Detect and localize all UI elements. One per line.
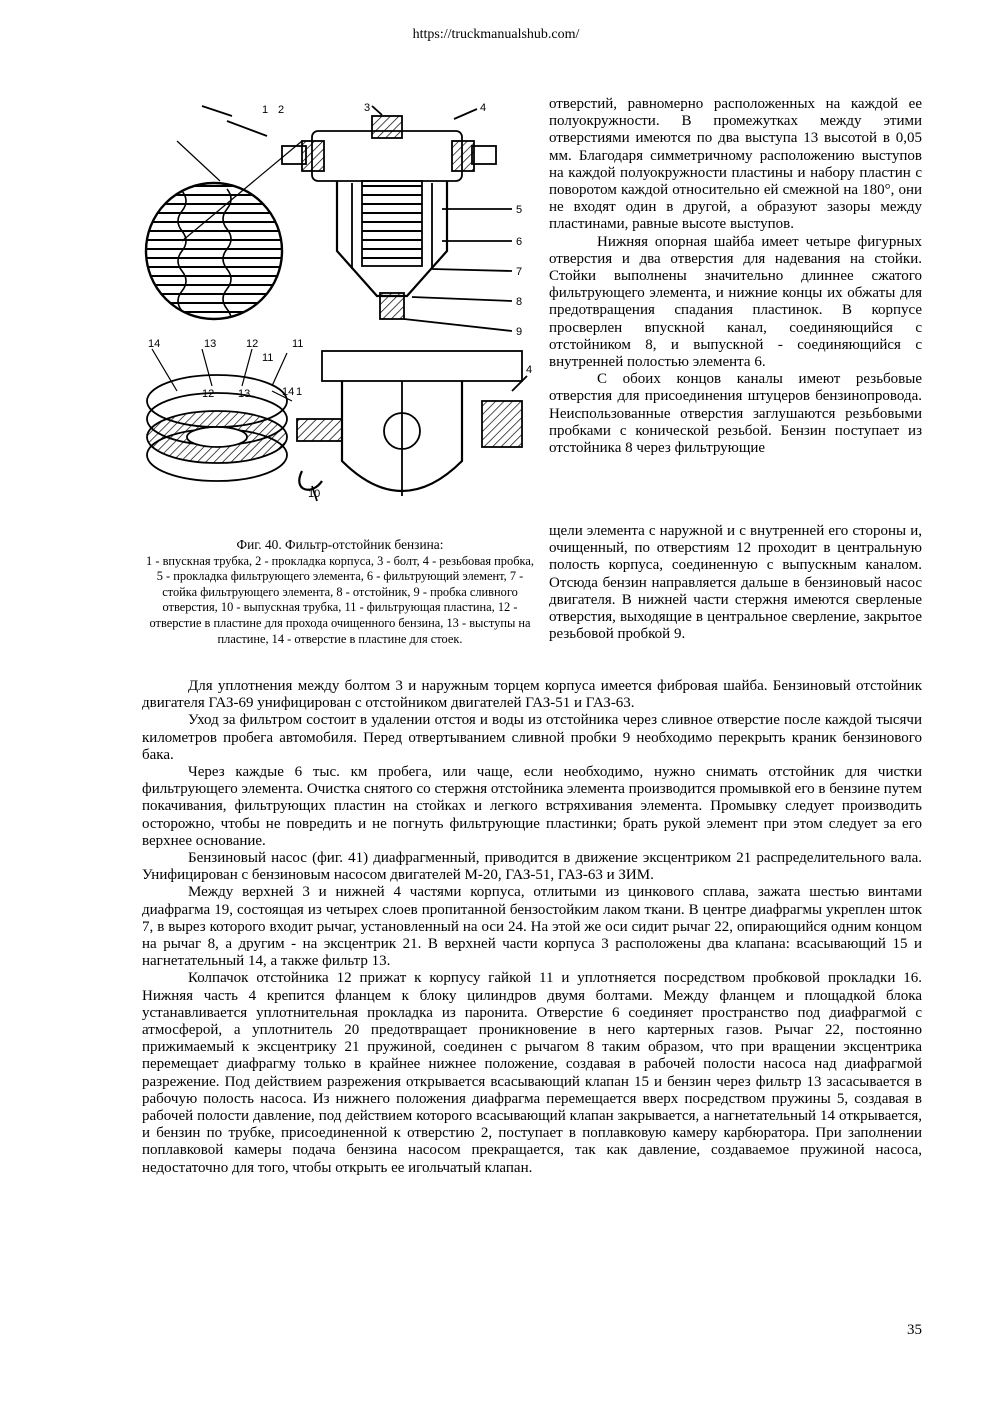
callout-label: 14 <box>282 386 295 398</box>
callout-label: 12 <box>246 338 259 350</box>
callout-label: 4 <box>526 364 533 376</box>
paragraph: Между верхней 3 и нижней 4 частями корпуса, отлитыми из цинкового сплава, зажата шестью винтами диафрагма 19, состоящая из четырех слоев пропитанной бензостойким лаком ткани. В центре диафрагмы укреплен шток 7, в вырез которого входит рычаг, установленный на оси 24. На этой же оси сидит рычаг 22, опирающийся одним концом на рычаг 8, а другим - на эксцентрик 21. В верхней части корпуса 3 расположены два клапана: всасывающий 15 и нагнетательный 14, а также фильтр 13. <box>142 884 922 970</box>
callout-label: 2 <box>278 104 285 116</box>
callout-label: 13 <box>204 338 217 350</box>
callout-label: 1 <box>262 104 269 116</box>
source-url[interactable]: https://truckmanualshub.com/ <box>412 27 580 42</box>
paragraph: С обоих концов каналы имеют резьбовые отверстия для присоединения штуцеров бензинопровода. Неиспользованные отверстия заглушаются резьбовыми пробками с конической резьбой. Бензин поступает из отстойника 8 через фильтрующие <box>549 371 922 457</box>
paragraph: Колпачок отстойника 12 прижат к корпусу гайкой 11 и уплотняется посредством пробковой прокладки 16. Нижняя часть 4 крепится фланцем к блоку цилиндров двумя болтами. Между фланцем и площадкой блока устанавливается уплотнительная прокладка из паронита. Отверстие 6 соединяет пространство под диафрагмой с атмосферой, а уплотнитель 20 предотвращает проникновение в него картерных газов. Рычаг 22, постоянно прижимаемый к эксцентрику 21 пружиной, соединен с рычагом 8 таким образом, что при вращении эксцентрика перемещает диафрагму только в крайнее нижнее положение, создавая в рабочей полости насоса над диафрагмой разрежение. Под действием разрежения открывается всасывающий клапан 15 и бензин через фильтр 13 засасывается в рабочую полость насоса. Из нижнего положения диафрагма перемещается вверх посредством пружины 5, создавая в рабочей полости давление, под действием которого всасывающий клапан закрывается, а нагнетательный 14 открывается, и бензин по трубке, присоединенной к отверстию 2, поступает в поплавковую камеру карбюратора. При заполнении поплавковой камеры подача бензина насосом прекращается, так как давление, создаваемое пружиной насоса, недостаточно для того, чтобы открыть ее игольчатый клапан. <box>142 970 922 1176</box>
paragraph: Через каждые 6 тыс. км пробега, или чаще, если необходимо, нужно снимать отстойник для чистки фильтрующего элемента. Очистка снятого со стержня отстойника элемента производится промывкой его в бензине путем покачивания, фильтрующих пластин на стойках и легкого встряхивания элемента. Промывку следует производить осторожно, чтобы не повредить и не погнуть фильтрующие пластинки; брать рукой элемент при этом следует за его верхнее основание. <box>142 764 922 849</box>
callout-label: 5 <box>516 204 523 216</box>
page-number: 35 <box>907 1322 922 1338</box>
paragraph: отверстий, равномерно расположенных на каждой ее полуокружности. В промежутках между этими отверстиями имеются по два выступа 13 высотой в 0,05 мм. Благодаря симметричному расположению выступов на каждой полуокружности пластины и набору пластин с поворотом каждой относительно ей смежной на 180°, они не входят один в другой, а образуют зазоры между пластинами, равные высоте выступов. <box>549 96 922 233</box>
callout-label: 8 <box>516 296 523 308</box>
callout-label: 12 <box>202 388 215 400</box>
callout-label: 1 <box>296 386 303 398</box>
main-text <box>142 678 922 1177</box>
caption-title: Фиг. 40. Фильтр-отстойник бензина: <box>236 537 444 552</box>
paragraph: Для уплотнения между болтом 3 и наружным торцем корпуса имеется фибровая шайба. Бензиновый отстойник двигателя ГАЗ-69 унифицирован с отстойником двигателей ГАЗ-51 и ГАЗ-63. <box>142 678 922 712</box>
paragraph: Бензиновый насос (фиг. 41) диафрагменный, приводится в движение эксцентриком 21 распределительного вала. Унифицирован с бензиновым насосом двигателей М-20, ГАЗ-51, ГАЗ-63 и ЗИМ. <box>142 850 922 884</box>
right-column-bottom <box>549 523 922 643</box>
paragraph: щели элемента с наружной и с внутренней его стороны и, очищенный, по отверстиям 12 проходит в центральную полость корпуса, соединенную с выпускным каналом. Отсюда бензин направляется дальше в бензиновый насос двигателя. В нижней части стержня имеются сверленые отверстия, выходящие в центральное сверление, закрытое резьбовой пробкой 9. <box>549 523 922 643</box>
right-column-top <box>549 96 922 457</box>
paragraph: Нижняя опорная шайба имеет четыре фигурных отверстия и два отверстия для надевания на стойки. Стойки выполнены значительно длиннее сжатого фильтрующего элемента, и нижние концы их обжаты для предотвращения спадания пластинок. В корпусе просверлен впускной канал, соединяющийся с отстойником 8, и выпускной - соединяющийся с внутренней полостью элемента 6. <box>549 233 922 371</box>
callout-label: 11 <box>292 338 304 350</box>
fuel-filter-drawing <box>142 101 538 523</box>
callout-label: 4 <box>480 102 487 114</box>
caption-body: 1 - впускная трубка, 2 - прокладка корпуса, 3 - болт, 4 - резьбовая пробка, 5 - прокладка фильтрующего элемента, 6 - фильтрующий элемент, 7 - стойка фильтрующего элемента, 8 - отстойник, 9 - пробка сливного отверстия, 10 - выпускная трубка, 11 - фильтрующая пластина, 12 - отверстие в пластине для прохода очищенного бензина, 13 - выступы на пластине, 14 - отверстие в пластине для стоек. <box>146 553 534 646</box>
figure-caption <box>142 537 538 647</box>
callout-label: 9 <box>516 326 523 338</box>
callout-label: 10 <box>308 488 321 500</box>
callout-label: 3 <box>364 102 371 114</box>
callout-label: 6 <box>516 236 523 248</box>
callout-label: 14 <box>148 338 161 350</box>
paragraph: Уход за фильтром состоит в удалении отстоя и воды из отстойника через сливное отверстие после каждой тысячи километров пробега автомобиля. Перед отвертыванием сливной пробки 9 необходимо перекрыть краник бензинового бака. <box>142 712 922 763</box>
callout-label: 13 <box>238 388 251 400</box>
callout-label: 11 <box>262 352 274 364</box>
callout-label: 7 <box>516 266 523 278</box>
